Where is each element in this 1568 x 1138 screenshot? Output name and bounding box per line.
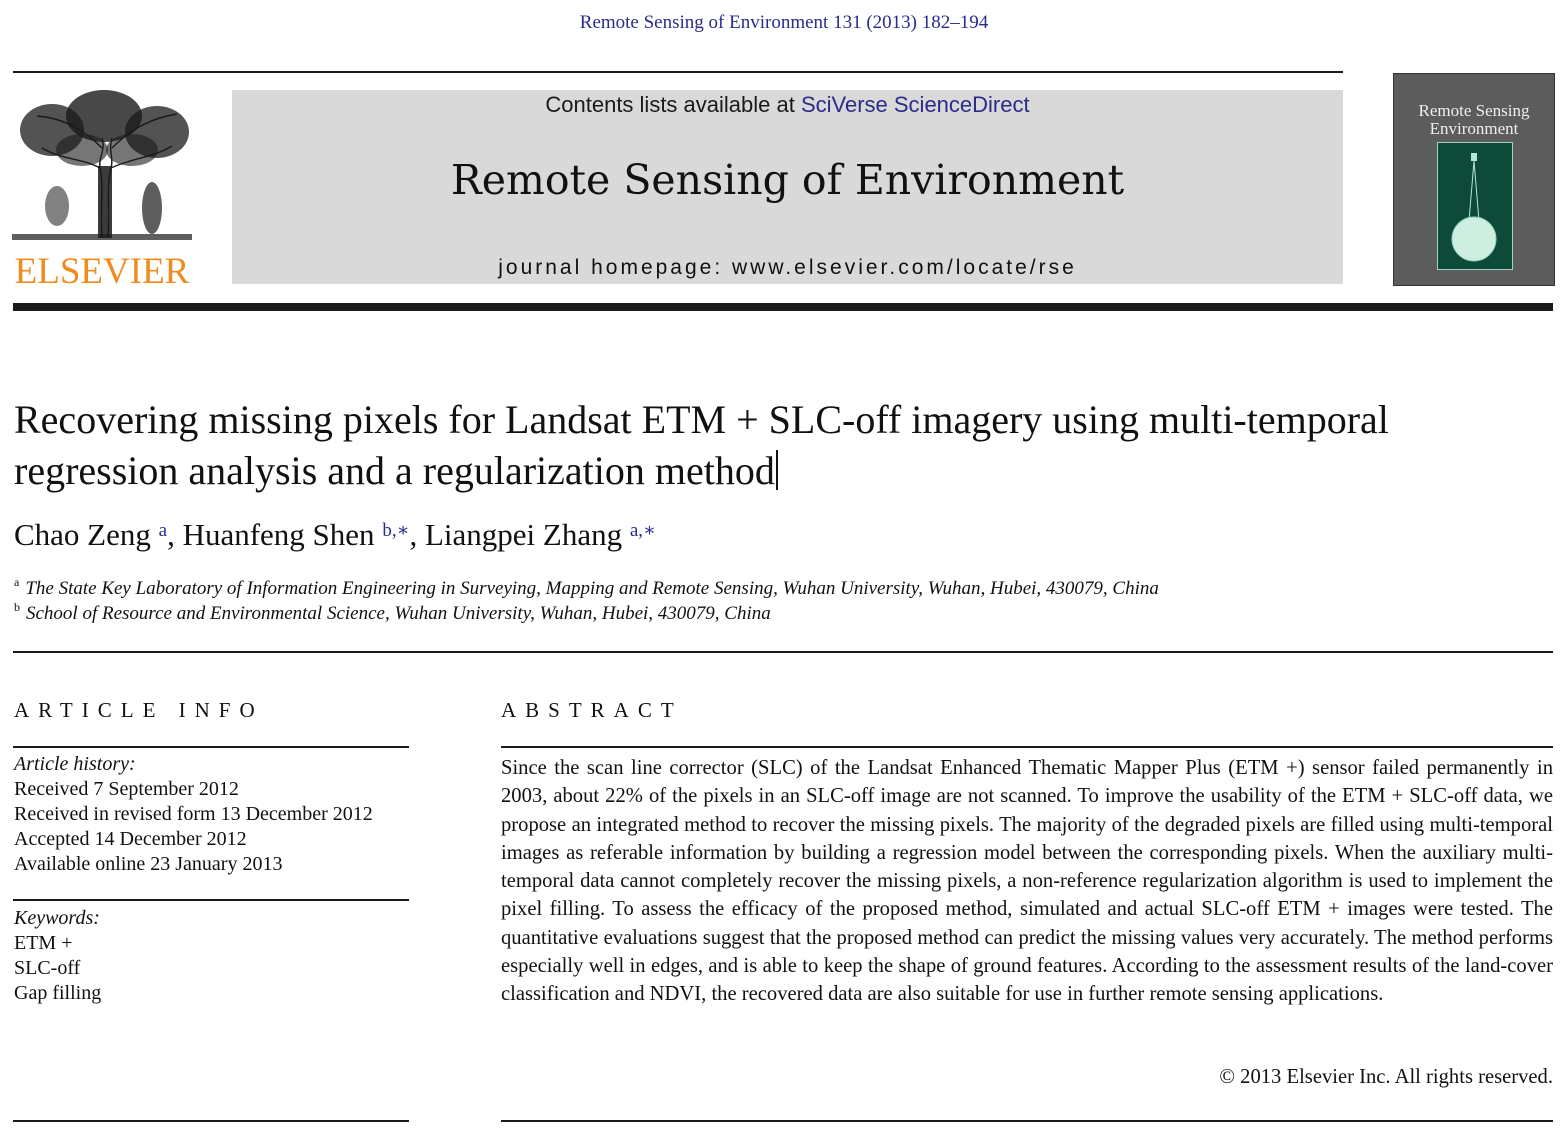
tree-icon	[12, 88, 192, 248]
history-item: Accepted 14 December 2012	[14, 828, 247, 850]
journal-citation[interactable]: Remote Sensing of Environment 131 (2013) 182–194	[579, 12, 989, 33]
keyword-item: ETM +	[14, 932, 73, 954]
keyword-item: SLC-off	[14, 957, 81, 979]
history-item: Available online 23 January 2013	[14, 853, 283, 875]
affiliation	[14, 600, 771, 625]
author-affiliation-link[interactable]: b,∗	[382, 520, 410, 541]
abstract-rule	[501, 1120, 1553, 1122]
article-info-rule	[13, 1120, 409, 1122]
affiliation-text: School of Resource and Environmental Science, Wuhan University, Wuhan, Hubei, 430079, China	[26, 603, 771, 624]
cover-graphic	[1437, 142, 1513, 270]
contents-line	[232, 92, 1343, 118]
article-info-rule	[13, 899, 409, 901]
keywords	[14, 906, 101, 1006]
author-name: Liangpei Zhang	[424, 517, 623, 552]
contents-prefix: Contents lists available at	[545, 92, 801, 117]
affiliation-mark: a	[14, 575, 20, 589]
text-cursor	[776, 450, 778, 490]
journal-title: Remote Sensing of Environment	[450, 156, 1125, 204]
article-title-text: Recovering missing pixels for Landsat ETM + SLC-off imagery using multi-temporal regression analysis and a regularization method	[14, 397, 1389, 493]
sciencedirect-link[interactable]: SciVerse ScienceDirect	[800, 92, 1030, 117]
affiliation	[14, 575, 1159, 600]
abstract-text: Since the scan line corrector (SLC) of the Landsat Enhanced Thematic Mapper Plus (ETM +) sensor failed permanently in 2003, about 22% of the pixels in an SLC-off image are not scanned. To improve the usability of the ETM + SLC-off data, we propose an integrated method to recover the missing pixels. The majority of the degraded pixels are filled using multi-temporal images as referable information by building a regression model between the corresponding pixels. When the auxiliary multi-temporal data cannot completely recover the missing pixels, a non-reference regularization algorithm is used to implement the pixel filling. To assess the efficacy of the proposed method, simulated and actual SLC-off ETM + images were tested. The quantitative evaluations suggest that the proposed method can predict the missing values very accurately. The method performs especially well in edges, and is able to keep the shape of ground features. According to the assessment results of the land-cover classification and NDVI, the recovered data are also suitable for use in further remote sensing applications.	[501, 757, 1553, 1006]
history-item: Received 7 September 2012	[14, 778, 239, 800]
abstract-heading: ABSTRACT	[501, 698, 683, 722]
affiliation-text: The State Key Laboratory of Information Engineering in Surveying, Mapping and Remote Sensing, Wuhan University, Wuhan, Hubei, 430079, China	[25, 578, 1159, 599]
section-rule	[13, 651, 1553, 653]
keyword-item: Gap filling	[14, 982, 102, 1004]
history-item: Received in revised form 13 December 2012	[14, 803, 373, 825]
balloon-icon	[1438, 143, 1512, 269]
header-thick-rule	[13, 303, 1553, 311]
author-name: Huanfeng Shen	[182, 517, 375, 552]
author-affiliation-link[interactable]: a,∗	[629, 520, 656, 541]
article-info-rule	[13, 746, 409, 748]
history-label: Article history:	[14, 753, 136, 775]
author-affiliation-link[interactable]: a	[158, 520, 168, 541]
journal-banner	[232, 90, 1343, 284]
article-history	[14, 752, 373, 877]
author-list: Chao Zeng $^a$, Huanfeng Shen $^{b,∗}$, Liangpei Zhang $^{a,∗}$	[14, 517, 656, 552]
cover-title-line2: Environment	[1429, 119, 1519, 138]
elsevier-wordmark: ELSEVIER	[14, 251, 190, 292]
copyright-notice: © 2013 Elsevier Inc. All rights reserved.	[1219, 1066, 1553, 1088]
journal-homepage[interactable]: journal homepage: www.elsevier.com/locate/rse	[498, 256, 1077, 279]
affiliation-mark: b	[14, 600, 20, 614]
author-name: Chao Zeng	[14, 517, 151, 552]
header-rule	[13, 71, 1343, 73]
journal-cover[interactable]	[1393, 73, 1555, 286]
keywords-label: Keywords:	[14, 907, 100, 929]
cover-title	[1394, 102, 1554, 138]
cover-title-line1: Remote Sensing	[1418, 101, 1530, 120]
abstract-rule	[501, 746, 1553, 748]
article-title	[14, 394, 1559, 496]
article-info-heading: ARTICLE INFO	[14, 698, 264, 722]
elsevier-logo[interactable]	[12, 88, 192, 292]
